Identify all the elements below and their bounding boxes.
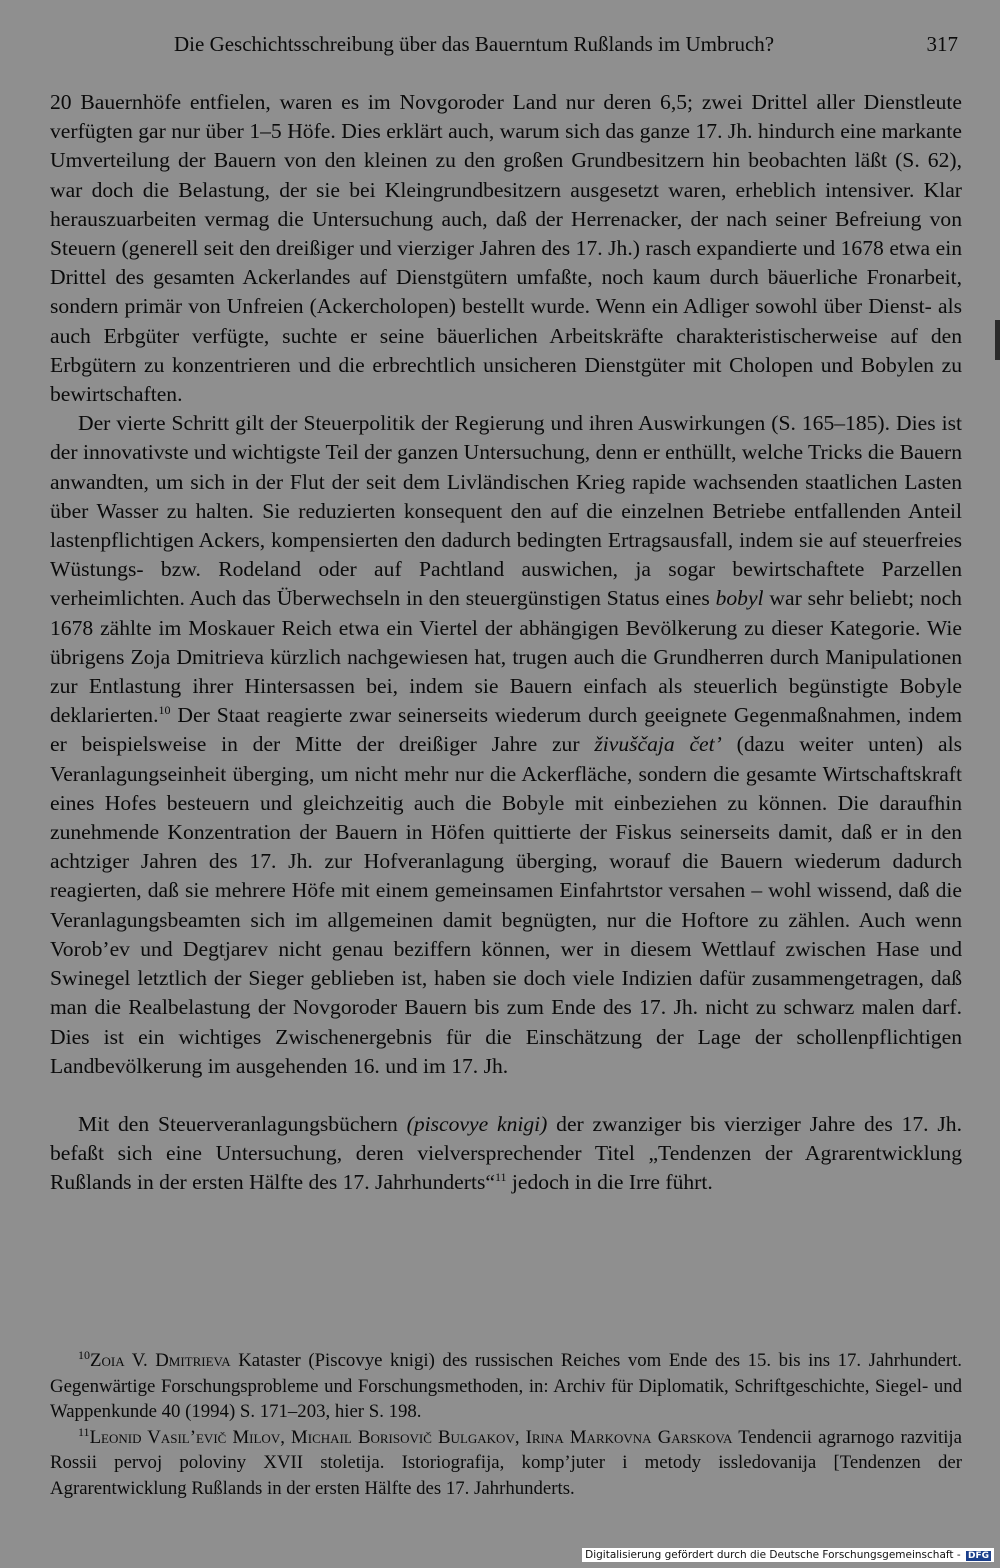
footnote-10-author: Zoia V. Dmitrieva: [90, 1350, 231, 1371]
paragraph-1-text: 20 Bauernhöfe entfielen, waren es im Novgoroder Land nur deren 6,5; zwei Drittel aller Dienstleute verfügten gar nur über 1–5 Höfe. Dies erklärt auch, warum sich das ganze 17. Jh. hindurch eine markante Umverteilung der Bauern von den kleinen zu den großen Grundbesitzern hin beobachten läßt (S. 62), war doch die Belastung, der sie bei Kleingrundbesitzern ausgesetzt waren, erheblich intensiver. Klar herauszuarbeiten vermag die Untersuchung auch, daß der Herrenacker, der nach seiner Befreiung von Steuern (generell seit den dreißiger und vierziger Jahren des 17. Jh.) rasch expandierte und 1678 etwa ein Drittel des gesamten Ackerlandes auf Dienstgütern umfaßte, noch kaum durch bäuerliche Fronarbeit, sondern primär von Unfreien (Ackercholopen) bestellt wurde. Wenn ein Adliger sowohl über Dienst- als auch Erbgüter verfügte, suchte er seine bäuerlichen Arbeitskräfte charakteristischerweise auf den Erbgütern zu konzentrieren und die erbrechtlich unsicheren Dienstgüter mit Cholopen und Bobylen zu bewirtschaften.: [50, 90, 962, 407]
paragraph-2-text-a: Der vierte Schritt gilt der Steuerpolitik der Regierung und ihren Auswirkungen (S. 165–185). Dies ist der innovativste und wichtigste Teil der ganzen Untersuchung, denn er enthüllt, welche Tricks die Bauern anwandten, um sich in der Flut der seit dem Livländischen Krieg rapide wachsenden staatlichen Lasten über Wasser zu halten. Sie reduzierten konsequent den auf die einzelnen Betriebe entfallenden Anteil lastenpflichtigen Ackers, kompensierten den dadurch bedingten Ertragsausfall, indem sie auf steuerfreies Wüstungs- bzw. Rodeland oder auf Pachtland auswichen, ja sogar bewirtschaftete Parzellen verheimlichten. Auch das Überwechseln in den steuergünstigen Status eines: [50, 411, 962, 611]
footnote-10: [50, 1348, 962, 1425]
footnote-10-number: 10: [78, 1348, 90, 1362]
paragraph-3-text-a: Mit den Steuerveranlagungsbüchern: [78, 1111, 407, 1136]
term-piscovye-knigi: (piscovye knigi): [406, 1111, 548, 1136]
paragraph-2-text-b: war sehr beliebt; noch 1678 zählte im Moskauer Reich etwa ein Viertel der abhängigen Bevölkerung zu dieser Kategorie. Wie übrigens Zoja Dmitrieva kürzlich nachgewiesen hat, trugen auch die Grundherren durch Manipulationen zur Entlastung ihrer Hintersassen bei, indem sie Bauern einfach als steuerlich begünstigte Bobyle deklarierten.: [50, 586, 962, 728]
body-text: [50, 88, 962, 1198]
digitization-credit-text: Digitalisierung gefördert durch die Deutsche Forschungsgemeinschaft -: [585, 1549, 961, 1561]
page-number: 317: [926, 32, 958, 56]
paragraph-3-text-c: jedoch in die Irre führt.: [506, 1170, 713, 1195]
paragraph-1: [50, 88, 962, 409]
footnote-11-text: Tendencii agrarnogo razvitija Rossii pervoj poloviny XVII stoletija. Istoriografija, komp’juter i metody issledovanija [Tendenzen der Agrarentwicklung Rußlands in der ersten Hälfte des 17. Jahrhunderts.: [50, 1426, 962, 1499]
dfg-logo-icon: DFG: [967, 1551, 989, 1561]
scan-edge-mark: [995, 320, 1000, 360]
paragraph-2-text-d: (dazu weiter unten) als Veranlagungseinheit überging, um nicht mehr nur die Ackerfläche, sondern die gesamte Wirtschaftskraft eines Hofes besteuern und gleichzeitig auch die Bobyle mit einbeziehen zu können. Die daraufhin zunehmende Konzentration der Bauern in Höfen quittierte der Fiskus seinerseits damit, daß er in den achtziger Jahren des 17. Jh. zur Hofveranlagung überging, worauf die Bauern wiederum dadurch reagierten, daß sie mehrere Höfe mit einem gemeinsamen Einfahrtstor versahen – wohl wissend, daß die Veranlagungsbeamten sich im allgemeinen damit begnügten, nur die Hoftore zu zählen. Auch wenn Vorob’ev und Degtjarev nicht genau beziffern können, wer in diesem Wettlauf zwischen Hase und Swinegel letztlich der Sieger geblieben ist, haben sie doch viele Indizien dafür zusammengetragen, daß man die Realbelastung der Novgoroder Bauern bis zum Ende des 17. Jh. nicht zu schwarz malen darf. Dies ist ein wichtiges Zwischenergebnis für die Einschätzung der Lage der schollenpflichtigen Landbevölkerung im ausgehenden 16. und im 17. Jh.: [50, 732, 963, 1078]
paragraph-3-text-b: der zwanziger bis vierziger Jahre des 17. Jh. befaßt sich eine Untersuchung, deren vielversprechender Titel „Tendenzen der Agrarentwicklung Rußlands in der ersten Hälfte des 17. Jahrhunderts“: [50, 1111, 962, 1195]
footnote-ref-11[interactable]: 11: [494, 1170, 507, 1185]
paragraph-3: [50, 1110, 962, 1198]
term-zivuscaja-cet: živuščaja čet’: [594, 732, 722, 757]
term-bobyl: bobyl: [715, 586, 764, 611]
paragraph-2: [50, 409, 962, 1081]
digitization-credit: [582, 1548, 994, 1562]
running-header: [48, 32, 964, 62]
footnotes: [50, 1348, 962, 1501]
footnote-11-number: 11: [78, 1424, 90, 1439]
footnote-10-text: Kataster (Piscovye knigi) des russischen Reiches vom Ende des 15. bis ins 17. Jahrhundert. Gegenwärtige Forschungsprobleme und Forschungsmethoden, in: Archiv für Diplomatik, Schriftgeschichte, Siegel- und Wappenkunde 40 (1994) S. 171–203, hier S. 198.: [50, 1350, 962, 1422]
footnote-11: [50, 1425, 962, 1502]
running-header-title: Die Geschichtsschreibung über das Bauerntum Rußlands im Umbruch?: [174, 32, 775, 56]
footnote-ref-10[interactable]: 10: [158, 703, 171, 718]
footnote-11-authors: Leonid Vasil’evič Milov, Michail Borisovič Bulgakov, Irina Markovna Garskova: [89, 1426, 733, 1448]
paragraph-2-text-c: Der Staat reagierte zwar seinerseits wiederum durch geeignete Gegenmaßnahmen, indem er beispielsweise in der Mitte der dreißiger Jahre zur: [50, 703, 962, 757]
